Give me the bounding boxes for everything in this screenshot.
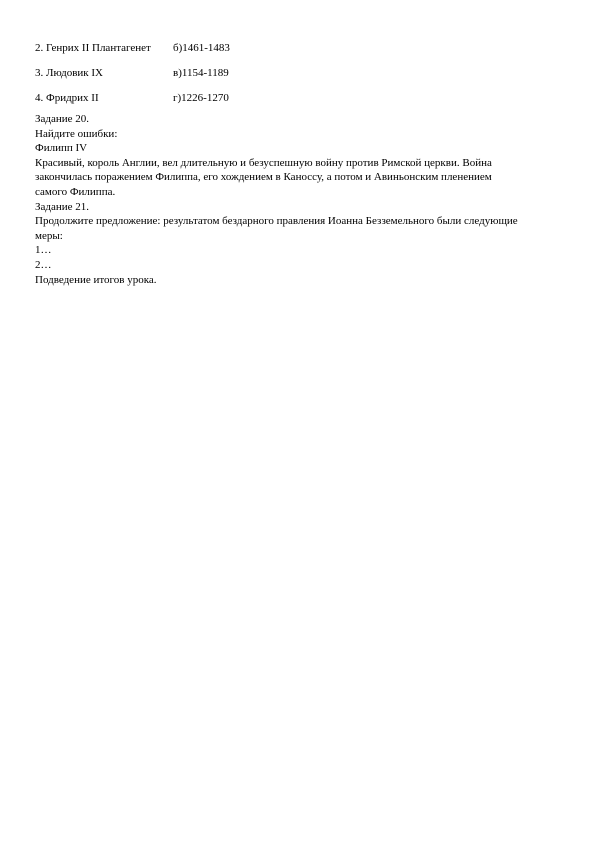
- matching-ruler: 4. Фридрих II: [35, 92, 99, 104]
- task21-title: Задание 21.: [35, 200, 90, 213]
- matching-ruler: 3. Людовик IX: [35, 67, 103, 79]
- task20-text-line: Красивый, король Англии, вел длительную и безуспешную войну против Римской церкви. Война: [35, 156, 492, 169]
- matching-dates: б)1461-1483: [173, 42, 230, 54]
- task21-list-item: 2…: [35, 258, 52, 271]
- task21-text-line: меры:: [35, 229, 63, 242]
- task20-text-line: закончилась поражением Филиппа, его хождением в Каноссу, а потом и Авиньонским пленением: [35, 171, 492, 184]
- matching-dates: г)1226-1270: [173, 92, 229, 104]
- task21-list-item: 1…: [35, 244, 52, 257]
- task-text-block: [35, 112, 575, 287]
- task20-instruction: Найдите ошибки:: [35, 127, 118, 140]
- task20-title: Задание 20.: [35, 113, 90, 125]
- task21-text-line: Продолжите предложение: результатом бездарного правления Иоанна Безземельного были следующие: [35, 215, 518, 228]
- matching-dates: в)1154-1189: [173, 67, 229, 79]
- task20-subject: Филипп IV: [35, 142, 88, 155]
- lesson-summary: Подведение итогов урока.: [35, 273, 157, 286]
- task20-text-line: самого Филиппа.: [35, 185, 116, 198]
- matching-ruler: 2. Генрих II Плантагенет: [35, 42, 151, 54]
